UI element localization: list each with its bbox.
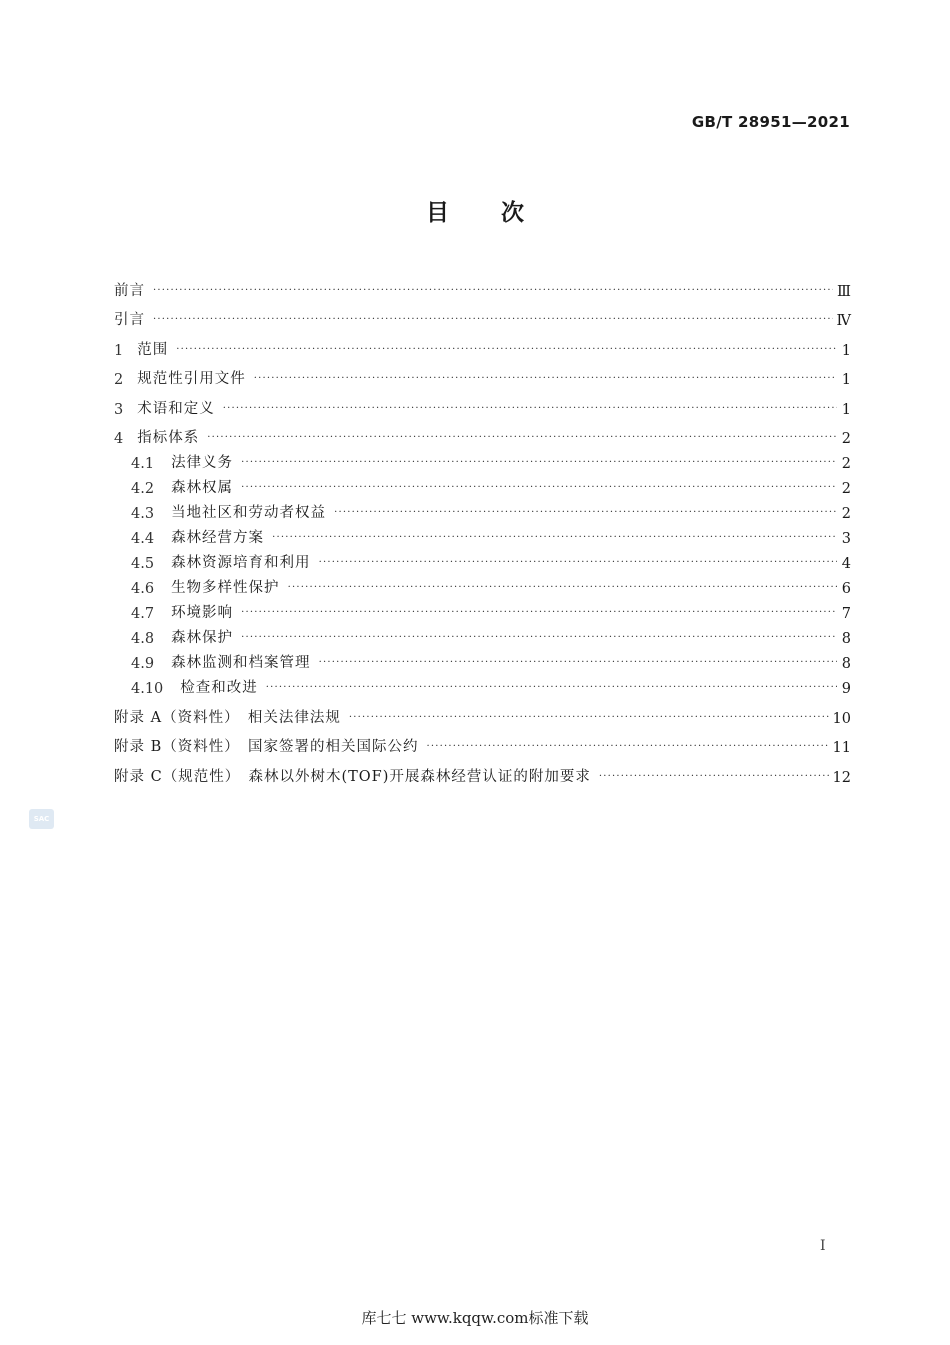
toc-entry-label: 引言 <box>114 312 145 328</box>
toc-entry-page: 2 <box>841 431 851 447</box>
dot-leader <box>349 713 829 723</box>
toc-subentry-label: 森林权属 <box>171 480 234 496</box>
toc-entry-normative-references[interactable] <box>114 359 851 389</box>
dot-leader <box>266 683 837 693</box>
toc-subentry[interactable] <box>114 647 851 672</box>
dot-leader <box>319 658 837 668</box>
toc-entry-indicator-system[interactable] <box>114 418 851 448</box>
toc-annex-b[interactable] <box>114 727 851 757</box>
toc-subentry-number: 4.4 <box>131 531 155 547</box>
toc-subentry[interactable] <box>114 497 851 522</box>
toc-subentry-page: 7 <box>841 606 851 622</box>
toc-annex-page: 11 <box>832 740 851 756</box>
toc-subentry-label: 森林经营方案 <box>171 530 265 546</box>
toc-list <box>114 270 851 786</box>
dot-leader <box>207 433 837 443</box>
dot-leader <box>241 483 837 493</box>
dot-leader <box>223 404 837 414</box>
toc-subentry-number: 4.3 <box>131 506 155 522</box>
toc-subentry-number: 4.1 <box>131 456 155 472</box>
toc-entry-label: 术语和定义 <box>137 400 215 417</box>
toc-subentry[interactable] <box>114 622 851 647</box>
toc-entry-label: 前言 <box>114 282 145 299</box>
dot-leader <box>319 558 837 568</box>
toc-entry-number: 1 <box>114 342 124 359</box>
toc-subentry-number: 4.6 <box>131 581 155 597</box>
page-number: I <box>820 1238 826 1254</box>
toc-entry-page: Ⅳ <box>836 313 851 329</box>
toc-title-part2: 次 <box>501 200 524 226</box>
toc-entry-label: 指标体系 <box>137 430 200 446</box>
toc-entry-page: Ⅲ <box>837 283 851 300</box>
toc-annex-page: 12 <box>832 769 851 786</box>
toc-annex-label: 附录 C（规范性） 森林以外树木(TOF)开展森林经营认证的附加要求 <box>114 768 591 785</box>
toc-subentry-page: 8 <box>841 656 851 672</box>
dot-leader <box>153 286 833 296</box>
toc-entry-page: 1 <box>841 372 851 388</box>
toc-subentry-page: 9 <box>841 681 851 697</box>
toc-subentry-page: 3 <box>841 531 851 547</box>
standard-code: GB/T 28951—2021 <box>691 113 850 131</box>
toc-subentry-number: 4.5 <box>131 556 155 572</box>
toc-subentry-label: 森林资源培育和利用 <box>171 555 311 571</box>
toc-subentry[interactable] <box>114 472 851 497</box>
toc-subentry-label: 生物多样性保护 <box>171 580 280 596</box>
toc-entry-label: 规范性引用文件 <box>137 371 246 387</box>
toc-annex-c[interactable] <box>114 756 851 786</box>
dot-leader <box>241 608 837 618</box>
toc-entry-terms-definitions[interactable] <box>114 388 851 418</box>
toc-entry-scope[interactable] <box>114 329 851 359</box>
toc-subentry-number: 4.8 <box>131 631 155 647</box>
toc-subentry-label: 检查和改进 <box>180 680 258 696</box>
toc-subentry-page: 6 <box>841 581 851 597</box>
toc-entry-page: 1 <box>841 401 851 418</box>
toc-subentry-label: 森林监测和档案管理 <box>171 655 311 671</box>
toc-subentry-label: 森林保护 <box>171 630 234 646</box>
toc-subentry-page: 2 <box>841 506 851 522</box>
toc-subentry[interactable] <box>114 672 851 697</box>
dot-leader <box>241 633 837 643</box>
toc-subentry-label: 当地社区和劳动者权益 <box>171 505 327 521</box>
toc-entry-page: 1 <box>841 342 851 359</box>
toc-subentry-page: 8 <box>841 631 851 647</box>
toc-entry-number: 3 <box>114 401 124 418</box>
dot-leader <box>599 772 829 782</box>
toc-subentry-page: 2 <box>841 456 851 472</box>
dot-leader <box>241 458 837 468</box>
toc-subentry-number: 4.7 <box>131 606 155 622</box>
toc-subentry-page: 4 <box>841 556 851 572</box>
toc-annex-label: 附录 A（资料性） 相关法律法规 <box>114 709 341 726</box>
toc-subentry-number: 4.2 <box>131 481 155 497</box>
toc-subentry-label: 法律义务 <box>171 455 234 471</box>
toc-subentry-label: 环境影响 <box>171 605 234 621</box>
toc-subentry[interactable] <box>114 522 851 547</box>
toc-subentry[interactable] <box>114 447 851 472</box>
toc-title-part1: 目 <box>426 200 449 226</box>
dot-leader <box>176 345 837 355</box>
dot-leader <box>254 374 837 384</box>
dot-leader <box>334 508 837 518</box>
dot-leader <box>288 583 837 593</box>
toc-subentry-page: 2 <box>841 481 851 497</box>
toc-entry-number: 2 <box>114 372 124 388</box>
dot-leader <box>153 315 833 325</box>
dot-leader <box>272 533 837 543</box>
toc-subentry[interactable] <box>114 597 851 622</box>
toc-subentry[interactable] <box>114 572 851 597</box>
toc-annex-label: 附录 B（资料性） 国家签署的相关国际公约 <box>114 739 419 755</box>
toc-annex-a[interactable] <box>114 697 851 727</box>
toc-title <box>0 194 950 227</box>
toc-subentry[interactable] <box>114 547 851 572</box>
dot-leader <box>427 742 829 752</box>
toc-annex-page: 10 <box>832 710 851 727</box>
toc-subentry-number: 4.10 <box>131 681 164 697</box>
toc-subentry-number: 4.9 <box>131 656 155 672</box>
toc-entry-foreword[interactable] <box>114 270 851 300</box>
toc-entry-number: 4 <box>114 431 124 447</box>
toc-entry-introduction[interactable] <box>114 300 851 330</box>
sac-logo-stamp: SAC <box>29 809 54 829</box>
footer-watermark: 库七七 www.kqqw.com标准下载 <box>361 1309 589 1327</box>
toc-entry-label: 范围 <box>137 341 169 358</box>
